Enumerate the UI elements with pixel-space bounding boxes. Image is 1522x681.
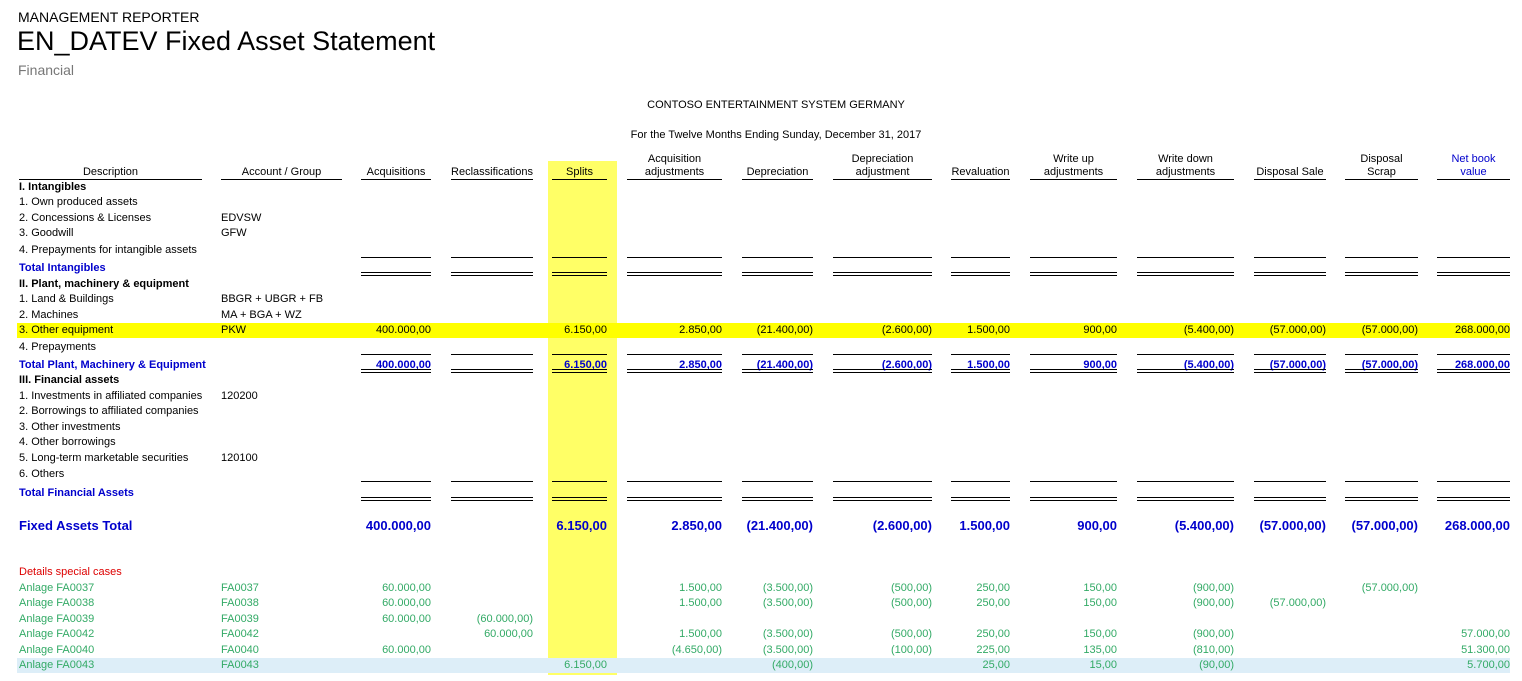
column-header-underline [1137, 179, 1234, 180]
total-double-rule [742, 369, 813, 373]
subtotal-rule [742, 481, 813, 482]
subtotal-rule [1137, 257, 1234, 258]
total-double-rule [627, 272, 722, 276]
row-account: GFW [221, 227, 247, 239]
subtotal-rule [951, 257, 1010, 258]
cell-dep: (3.500,00) [762, 628, 813, 640]
column-header-underline [627, 179, 722, 180]
cell-acqadj: 1.500,00 [679, 628, 722, 640]
cell-dsale: (57.000,00) [1269, 597, 1326, 609]
cell-acq: 60.000,00 [382, 613, 431, 625]
cell-wdown: (900,00) [1193, 597, 1234, 609]
cell-depadj: (2.600,00) [872, 518, 932, 533]
row-description: III. Financial assets [19, 374, 120, 386]
cell-wdown: (90,00) [1199, 659, 1234, 671]
cell-acq: 400.000,00 [365, 518, 431, 533]
column-header-underline [1030, 179, 1117, 180]
cell-nbv: 268.000,00 [1454, 324, 1510, 336]
row-account: FA0038 [221, 597, 259, 609]
total-double-rule [1137, 272, 1234, 276]
column-header-underline [19, 179, 202, 180]
total-double-rule [361, 497, 431, 501]
subtotal-rule [1345, 354, 1418, 355]
subtotal-rule [451, 354, 533, 355]
total-double-rule [552, 497, 607, 501]
total-double-rule [1030, 369, 1117, 373]
total-double-rule [1254, 272, 1326, 276]
total-double-rule [627, 497, 722, 501]
subtotal-rule [1437, 257, 1510, 258]
cell-wdown: (900,00) [1193, 628, 1234, 640]
column-header-account[interactable]: Account / Group [241, 166, 322, 178]
row-description: 5. Long-term marketable securities [19, 452, 189, 464]
row-description: Total Intangibles [19, 262, 106, 274]
subtotal-rule [627, 354, 722, 355]
row-description: 1. Land & Buildings [19, 293, 114, 305]
column-header-underline [451, 179, 533, 180]
cell-splits: 6.150,00 [564, 659, 607, 671]
subtotal-rule [361, 481, 431, 482]
total-double-rule [451, 272, 533, 276]
total-double-rule [1254, 497, 1326, 501]
cell-depadj: (2.600,00) [881, 324, 932, 336]
cell-wup: 135,00 [1083, 644, 1117, 656]
subtotal-rule [1254, 354, 1326, 355]
row-description: 2. Concessions & Licenses [19, 212, 152, 224]
cell-acqadj: 1.500,00 [679, 582, 722, 594]
total-double-rule [1437, 272, 1510, 276]
column-header-underline [742, 179, 813, 180]
total-double-rule [1254, 369, 1326, 373]
row-description: Anlage FA0039 [19, 613, 95, 625]
total-double-rule [1437, 497, 1510, 501]
total-double-rule [1030, 272, 1117, 276]
row-description: 1. Own produced assets [19, 196, 138, 208]
row-description: 3. Goodwill [19, 227, 74, 239]
row-description: Anlage FA0043 [19, 659, 95, 671]
subtotal-rule [1437, 481, 1510, 482]
row-account: BBGR + UBGR + FB [221, 293, 324, 305]
subtotal-rule [627, 481, 722, 482]
column-header-wdown[interactable]: Write down adjustments [1155, 153, 1216, 178]
row-description: II. Plant, machinery & equipment [19, 278, 189, 290]
column-header-dscrap[interactable]: Disposal Scrap [1360, 153, 1403, 178]
subtotal-rule [361, 257, 431, 258]
total-double-rule [451, 369, 533, 373]
cell-nbv: 57.000,00 [1461, 628, 1510, 640]
column-header-wup[interactable]: Write up adjustments [1043, 153, 1104, 178]
report-category: Financial [18, 62, 75, 78]
total-double-rule [1137, 369, 1234, 373]
subtotal-rule [1437, 354, 1510, 355]
row-description: 3. Other investments [19, 421, 121, 433]
column-header-underline [951, 179, 1010, 180]
column-header-description[interactable]: Description [82, 166, 139, 178]
subtotal-rule [833, 257, 932, 258]
column-header-dsale[interactable]: Disposal Sale [1256, 166, 1324, 178]
subtotal-rule [1345, 257, 1418, 258]
row-description: 3. Other equipment [19, 324, 114, 336]
row-account: MA + BGA + WZ [221, 309, 302, 321]
row-account: FA0040 [221, 644, 259, 656]
total-double-rule [951, 272, 1010, 276]
column-header-recl[interactable]: Reclassifications [451, 166, 533, 178]
subtotal-rule [742, 354, 813, 355]
row-description: Anlage FA0040 [19, 644, 95, 656]
subtotal-rule [1137, 481, 1234, 482]
column-header-underline [1254, 179, 1326, 180]
row-description: I. Intangibles [19, 181, 87, 193]
subtotal-rule [552, 481, 607, 482]
total-double-rule [833, 369, 932, 373]
cell-nbv: 51.300,00 [1461, 644, 1510, 656]
total-double-rule [833, 272, 932, 276]
cell-acq: 60.000,00 [382, 597, 431, 609]
row-description: 6. Others [19, 468, 65, 480]
total-double-rule [951, 497, 1010, 501]
cell-dscrap: (57.000,00) [1361, 582, 1418, 594]
total-double-rule [1437, 369, 1510, 373]
cell-nbv: 5.700,00 [1467, 659, 1510, 671]
cell-acq: 60.000,00 [382, 644, 431, 656]
total-double-rule [552, 369, 607, 373]
row-description: 2. Machines [19, 309, 79, 321]
row-description: Total Plant, Machinery & Equipment [19, 359, 206, 371]
cell-acqadj: (4.650,00) [671, 644, 722, 656]
subtotal-rule [627, 257, 722, 258]
subtotal-rule [833, 354, 932, 355]
subtotal-rule [552, 257, 607, 258]
row-account: FA0042 [221, 628, 259, 640]
subtotal-rule [361, 354, 431, 355]
row-description: 2. Borrowings to affiliated companies [19, 405, 199, 417]
cell-nbv: 268.000,00 [1454, 359, 1510, 371]
total-double-rule [361, 272, 431, 276]
cell-wdown: (900,00) [1193, 582, 1234, 594]
cell-wup: 900,00 [1083, 359, 1117, 371]
cell-recl: 60.000,00 [484, 628, 533, 640]
subtotal-rule [552, 354, 607, 355]
column-header-acqadj[interactable]: Acquisition adjustments [644, 153, 705, 178]
cell-splits: 6.150,00 [564, 359, 607, 371]
cell-depadj: (500,00) [891, 597, 932, 609]
subtotal-rule [1254, 257, 1326, 258]
total-double-rule [742, 497, 813, 501]
cell-depadj: (500,00) [891, 582, 932, 594]
cell-dsale: (57.000,00) [1259, 518, 1326, 533]
cell-splits: 6.150,00 [564, 324, 607, 336]
row-description: Anlage FA0042 [19, 628, 95, 640]
column-header-dep[interactable]: Depreciation [746, 166, 809, 178]
report-period: For the Twelve Months Ending Sunday, December 31, 2017 [630, 129, 922, 141]
row-description: Details special cases [19, 566, 122, 578]
column-header-nbv[interactable]: Net book value [1451, 153, 1496, 178]
cell-depadj: (500,00) [891, 628, 932, 640]
subtotal-rule [742, 257, 813, 258]
cell-reval: 225,00 [976, 644, 1010, 656]
column-header-underline [361, 179, 431, 180]
total-double-rule [451, 497, 533, 501]
total-double-rule [1345, 497, 1418, 501]
total-double-rule [627, 369, 722, 373]
row-description: 4. Prepayments [19, 341, 97, 353]
column-header-underline [1437, 179, 1510, 180]
column-header-depadj[interactable]: Depreciation adjustment [851, 153, 914, 178]
cell-dscrap: (57.000,00) [1361, 324, 1418, 336]
cell-wup: 900,00 [1077, 518, 1117, 533]
row-account: FA0039 [221, 613, 259, 625]
row-account: PKW [221, 324, 247, 336]
subtotal-rule [1030, 354, 1117, 355]
report-title: EN_DATEV Fixed Asset Statement [17, 26, 436, 56]
cell-acqadj: 2.850,00 [679, 359, 722, 371]
app-name: MANAGEMENT REPORTER [18, 9, 200, 25]
cell-wup: 900,00 [1083, 324, 1117, 336]
cell-acqadj: 1.500,00 [679, 597, 722, 609]
row-description: Total Financial Assets [19, 487, 134, 499]
subtotal-rule [951, 354, 1010, 355]
cell-reval: 250,00 [976, 628, 1010, 640]
cell-depadj: (100,00) [891, 644, 932, 656]
row-description: 4. Other borrowings [19, 436, 116, 448]
row-account: EDVSW [221, 212, 262, 224]
subtotal-rule [1254, 481, 1326, 482]
row-description: 1. Investments in affiliated companies [19, 390, 203, 402]
subtotal-rule [951, 481, 1010, 482]
cell-nbv: 268.000,00 [1444, 518, 1510, 533]
cell-reval: 250,00 [976, 582, 1010, 594]
cell-dep: (3.500,00) [762, 597, 813, 609]
cell-acq: 400.000,00 [375, 324, 431, 336]
subtotal-rule [451, 481, 533, 482]
subtotal-rule [833, 481, 932, 482]
cell-splits: 6.150,00 [556, 518, 607, 533]
total-double-rule [1030, 497, 1117, 501]
total-double-rule [742, 272, 813, 276]
cell-wup: 15,00 [1089, 659, 1117, 671]
column-header-underline [552, 179, 607, 180]
total-double-rule [1137, 497, 1234, 501]
total-double-rule [552, 272, 607, 276]
row-account: FA0043 [221, 659, 259, 671]
cell-dep: (21.400,00) [746, 518, 813, 533]
cell-wup: 150,00 [1083, 597, 1117, 609]
cell-reval: 250,00 [976, 597, 1010, 609]
cell-acqadj: 2.850,00 [679, 324, 722, 336]
row-description: Anlage FA0037 [19, 582, 95, 594]
subtotal-rule [451, 257, 533, 258]
cell-acq: 400.000,00 [375, 359, 431, 371]
cell-dep: (3.500,00) [762, 644, 813, 656]
total-double-rule [1345, 272, 1418, 276]
cell-wup: 150,00 [1083, 628, 1117, 640]
subtotal-rule [1345, 481, 1418, 482]
cell-reval: 1.500,00 [967, 359, 1010, 371]
cell-dep: (21.400,00) [756, 359, 813, 371]
total-double-rule [361, 369, 431, 373]
total-double-rule [951, 369, 1010, 373]
cell-recl: (60.000,00) [476, 613, 533, 625]
total-double-rule [1345, 369, 1418, 373]
column-header-underline [1345, 179, 1418, 180]
cell-acqadj: 2.850,00 [671, 518, 722, 533]
subtotal-rule [1030, 257, 1117, 258]
row-description: Anlage FA0038 [19, 597, 95, 609]
column-header-splits[interactable]: Splits [566, 166, 593, 178]
column-header-underline [833, 179, 932, 180]
cell-depadj: (2.600,00) [881, 359, 932, 371]
subtotal-rule [1030, 481, 1117, 482]
total-double-rule [833, 497, 932, 501]
cell-reval: 25,00 [982, 659, 1010, 671]
cell-acq: 60.000,00 [382, 582, 431, 594]
cell-reval: 1.500,00 [967, 324, 1010, 336]
company-name: CONTOSO ENTERTAINMENT SYSTEM GERMANY [647, 99, 905, 111]
row-description: Fixed Assets Total [19, 518, 133, 533]
subtotal-rule [1137, 354, 1234, 355]
cell-wup: 150,00 [1083, 582, 1117, 594]
cell-wdown: (5.400,00) [1183, 359, 1234, 371]
cell-dep: (400,00) [772, 659, 813, 671]
cell-wdown: (5.400,00) [1183, 324, 1234, 336]
row-account: 120100 [221, 452, 258, 464]
row-account: FA0037 [221, 582, 259, 594]
cell-dscrap: (57.000,00) [1351, 518, 1418, 533]
cell-dep: (3.500,00) [762, 582, 813, 594]
cell-dscrap: (57.000,00) [1361, 359, 1418, 371]
row-description: 4. Prepayments for intangible assets [19, 244, 197, 256]
cell-dsale: (57.000,00) [1269, 324, 1326, 336]
column-header-reval[interactable]: Revaluation [951, 166, 1010, 178]
cell-reval: 1.500,00 [959, 518, 1010, 533]
cell-dep: (21.400,00) [756, 324, 813, 336]
cell-dsale: (57.000,00) [1269, 359, 1326, 371]
column-header-underline [221, 179, 342, 180]
cell-wdown: (5.400,00) [1174, 518, 1234, 533]
row-account: 120200 [221, 390, 258, 402]
column-header-acq[interactable]: Acquisitions [366, 166, 426, 178]
cell-wdown: (810,00) [1193, 644, 1234, 656]
